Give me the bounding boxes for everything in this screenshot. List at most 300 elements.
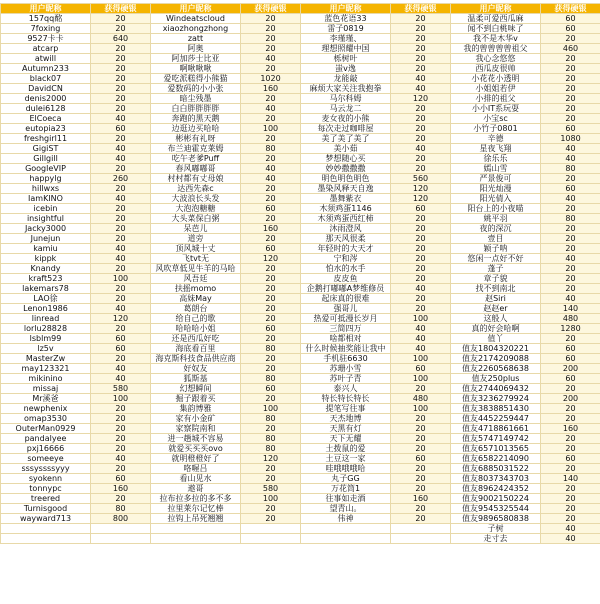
coin-value-cell: 20 xyxy=(241,94,301,104)
coin-value-cell xyxy=(391,534,451,544)
coin-value-cell: 120 xyxy=(391,194,451,204)
coin-value-cell: 20 xyxy=(241,504,301,514)
table-row xyxy=(1,444,600,454)
user-name-cell: Jacky3000 xyxy=(1,224,91,234)
user-name-cell: 栎树叶 xyxy=(301,54,391,64)
user-name-cell: 值友6582214090 xyxy=(451,454,541,464)
coin-value-cell: 20 xyxy=(91,324,151,334)
coin-value-cell: 20 xyxy=(241,134,301,144)
user-name-cell: 阳光灿漫 xyxy=(451,184,541,194)
coin-value-cell: 20 xyxy=(541,204,600,214)
user-name-cell: 沐雨澄风 xyxy=(301,224,391,234)
coin-value-cell: 20 xyxy=(391,244,451,254)
user-name-cell: 爱吃派糕得小熊猫 xyxy=(151,74,241,84)
user-name-cell: 值友3236279924 xyxy=(451,394,541,404)
coin-value-cell: 100 xyxy=(91,394,151,404)
user-name-cell: kippk xyxy=(1,254,91,264)
coin-value-cell: 20 xyxy=(91,204,151,214)
user-name-cell: kraft523 xyxy=(1,274,91,284)
user-name-cell: 家有小金矿 xyxy=(151,414,241,424)
user-name-cell: 章子貌 xyxy=(451,274,541,284)
user-name-cell: 这般人 xyxy=(451,314,541,324)
coin-value-cell: 480 xyxy=(541,314,600,324)
coin-value-cell: 20 xyxy=(91,294,151,304)
coin-value-cell: 20 xyxy=(241,294,301,304)
coin-value-cell: 40 xyxy=(391,324,451,334)
coin-value-cell: 20 xyxy=(391,234,451,244)
table-row xyxy=(1,194,600,204)
coin-value-cell: 20 xyxy=(391,214,451,224)
coin-value-cell: 20 xyxy=(391,414,451,424)
coin-value-cell: 20 xyxy=(541,384,600,394)
user-name-cell: 大波浪长头发 xyxy=(151,194,241,204)
user-name-cell: 就明橙橙好了 xyxy=(151,454,241,464)
user-name-cell: 马云龙二 xyxy=(301,104,391,114)
header-value-1: 获得硬银 xyxy=(91,4,151,14)
table-row xyxy=(1,394,600,404)
user-name-cell: 宁和涔 xyxy=(301,254,391,264)
coin-value-cell: 20 xyxy=(541,444,600,454)
table-row xyxy=(1,474,600,484)
coin-value-cell: 40 xyxy=(91,454,151,464)
user-name-cell: 值友2744069432 xyxy=(451,384,541,394)
user-name-cell: 那天风很柔 xyxy=(301,234,391,244)
coin-value-cell: 40 xyxy=(391,284,451,294)
coin-value-cell: 20 xyxy=(541,494,600,504)
user-name-cell: 春风嘟嘟哥 xyxy=(151,164,241,174)
coin-value-cell: 40 xyxy=(91,254,151,264)
coin-value-cell: 20 xyxy=(91,224,151,234)
user-name-cell: 望青山。 xyxy=(301,504,391,514)
user-name-cell: 伟神 xyxy=(301,514,391,524)
user-name-cell: 嫣山雪 xyxy=(451,164,541,174)
user-name-cell: Turnisgood xyxy=(1,504,91,514)
table-row xyxy=(1,494,600,504)
coin-value-cell: 80 xyxy=(541,164,600,174)
user-name-cell: 墨舞紫衣 xyxy=(301,194,391,204)
table-row xyxy=(1,54,600,64)
user-name-cell xyxy=(151,534,241,544)
table-row xyxy=(1,204,600,214)
user-name-cell: 姚平羽 xyxy=(451,214,541,224)
user-name-cell: 万花筒1 xyxy=(301,484,391,494)
user-name-cell: 哈哈哈小姐 xyxy=(151,324,241,334)
user-name-cell: 葛朗台 xyxy=(151,304,241,314)
coin-value-cell: 160 xyxy=(241,224,301,234)
coin-value-cell: 20 xyxy=(241,264,301,274)
user-name-cell: 苏珊小雪 xyxy=(301,364,391,374)
coin-value-cell: 60 xyxy=(541,24,600,34)
coin-value-cell: 60 xyxy=(391,204,451,214)
user-name-cell: 我心念悠悠 xyxy=(451,54,541,64)
user-name-cell: GigiST xyxy=(1,144,91,154)
user-name-cell: 子树 xyxy=(451,524,541,534)
user-name-cell: 彬彬有礼呀 xyxy=(151,134,241,144)
coin-value-cell: 20 xyxy=(241,214,301,224)
user-name-cell: 徐乐乐 xyxy=(451,154,541,164)
user-name-cell: IamKINO xyxy=(1,194,91,204)
coin-value-cell: 40 xyxy=(241,104,301,114)
coin-value-cell: 20 xyxy=(541,244,600,254)
user-name-cell: 怕水的水手 xyxy=(301,264,391,274)
coin-value-cell: 20 xyxy=(391,254,451,264)
table-row xyxy=(1,434,600,444)
user-name-cell: may123321 xyxy=(1,364,91,374)
coin-value-cell: 60 xyxy=(91,344,151,354)
coin-value-cell: 80 xyxy=(241,344,301,354)
user-name-cell: 拉里莱尔记忆棒 xyxy=(151,504,241,514)
table-row xyxy=(1,334,600,344)
user-name-cell: 布兰迪霍克莱姆 xyxy=(151,144,241,154)
user-name-cell: 飞tvt无 xyxy=(151,254,241,264)
user-name-cell: OuterMan0929 xyxy=(1,424,91,434)
user-name-cell: 值友5747149742 xyxy=(451,434,541,444)
table-row xyxy=(1,254,600,264)
coin-value-cell: 20 xyxy=(541,74,600,84)
user-name-cell: 奔跑的黑天鹅 xyxy=(151,114,241,124)
user-name-cell: lakemars78 xyxy=(1,284,91,294)
coin-value-cell: 20 xyxy=(391,124,451,134)
user-name-cell: Lenon1986 xyxy=(1,304,91,314)
table-row xyxy=(1,154,600,164)
table-row xyxy=(1,524,600,534)
user-name-cell: Junejun xyxy=(1,234,91,244)
coin-value-cell: 120 xyxy=(91,314,151,324)
coin-value-cell: 80 xyxy=(241,434,301,444)
table-row xyxy=(1,214,600,224)
coin-value-cell: 20 xyxy=(91,434,151,444)
coin-value-cell: 20 xyxy=(91,14,151,24)
table-row xyxy=(1,464,600,474)
user-name-cell: 157qq酩 xyxy=(1,14,91,24)
coin-value-cell: 20 xyxy=(91,414,151,424)
user-name-cell: 年轻时的大天才 xyxy=(301,244,391,254)
coin-value-cell: 60 xyxy=(541,124,600,134)
user-name-cell: 我不是木华v xyxy=(451,34,541,44)
coin-value-cell: 120 xyxy=(241,254,301,264)
coin-value-cell: 20 xyxy=(241,334,301,344)
user-name-cell xyxy=(301,524,391,534)
user-name-cell: 小宝sc xyxy=(451,114,541,124)
user-name-cell: 爱数码的小小张 xyxy=(151,84,241,94)
coin-value-cell: 40 xyxy=(91,374,151,384)
coin-value-cell: 40 xyxy=(91,304,151,314)
user-name-cell: 提笔写往事 xyxy=(301,404,391,414)
user-name-cell: zatt xyxy=(151,34,241,44)
user-name-cell: 找不到南北 xyxy=(451,284,541,294)
coin-value-cell: 100 xyxy=(241,404,301,414)
coin-value-cell: 20 xyxy=(391,224,451,234)
coin-value-cell: 20 xyxy=(241,514,301,524)
user-name-cell: 海克斯科技食品供应商 xyxy=(151,354,241,364)
user-name-cell: 小花花小透明 xyxy=(451,74,541,84)
user-name-cell: 小小IT系玩耍 xyxy=(451,104,541,114)
table-row xyxy=(1,384,600,394)
user-name-cell: 悠闲一点好不好 xyxy=(451,254,541,264)
user-name-cell: 值友4718861661 xyxy=(451,424,541,434)
table-row xyxy=(1,134,600,144)
coin-value-cell: 20 xyxy=(241,394,301,404)
coin-value-cell: 20 xyxy=(91,74,151,84)
coin-value-cell: 800 xyxy=(91,514,151,524)
coin-value-cell: 20 xyxy=(391,104,451,114)
coin-value-cell: 480 xyxy=(391,394,451,404)
coin-value-cell: 20 xyxy=(391,484,451,494)
table-row xyxy=(1,44,600,54)
user-name-cell: 天下无耀 xyxy=(301,434,391,444)
coin-value-cell: 40 xyxy=(391,144,451,154)
user-name-cell: 梦想随心买 xyxy=(301,154,391,164)
coin-value-cell: 40 xyxy=(391,74,451,84)
user-name-cell: Mr溪爸 xyxy=(1,394,91,404)
user-name-cell: missaj xyxy=(1,384,91,394)
coin-value-cell: 20 xyxy=(541,114,600,124)
user-name-cell: 值友9545325544 xyxy=(451,504,541,514)
coin-value-cell: 200 xyxy=(541,364,600,374)
coin-value-cell: 120 xyxy=(241,454,301,464)
coin-value-cell: 20 xyxy=(241,14,301,24)
user-name-cell: black07 xyxy=(1,74,91,84)
user-name-cell: 暗尘残墨 xyxy=(151,94,241,104)
user-name-cell: 看山见水 xyxy=(151,474,241,484)
user-name-cell: 土豆这一家 xyxy=(301,454,391,464)
user-name-cell: 丸子GG xyxy=(301,474,391,484)
coin-value-cell: 20 xyxy=(241,234,301,244)
coin-value-cell: 60 xyxy=(241,244,301,254)
coin-value-cell: 20 xyxy=(91,54,151,64)
user-name-cell: pxj16666 xyxy=(1,444,91,454)
table-row xyxy=(1,404,600,414)
user-name-cell: 赵赵er xyxy=(451,304,541,314)
coin-value-cell: 20 xyxy=(391,514,451,524)
coin-value-cell: 160 xyxy=(91,484,151,494)
coin-value-cell: 1020 xyxy=(241,74,301,84)
table-row xyxy=(1,374,600,384)
coin-value-cell xyxy=(241,524,301,534)
user-name-cell: 进一趟城不容易 xyxy=(151,434,241,444)
coin-value-cell: 20 xyxy=(391,264,451,274)
table-row xyxy=(1,514,600,524)
user-name-cell: 好奴友 xyxy=(151,364,241,374)
coin-value-cell: 100 xyxy=(241,494,301,504)
user-name-cell: 木须鸡蛋西红柿 xyxy=(301,214,391,224)
coin-value-cell: 40 xyxy=(91,194,151,204)
user-name-cell: 蓝色花语33 xyxy=(301,14,391,24)
table-row xyxy=(1,24,600,34)
user-name-cell: 值友8962424352 xyxy=(451,484,541,494)
coin-value-cell: 640 xyxy=(91,34,151,44)
coin-value-cell: 20 xyxy=(391,304,451,314)
user-name-cell: pandalyee xyxy=(1,434,91,444)
coin-value-cell: 80 xyxy=(541,214,600,224)
table-row xyxy=(1,304,600,314)
table-row xyxy=(1,534,600,544)
user-name-cell: 起床真的很难 xyxy=(301,294,391,304)
user-name-cell: 苏叶子青 xyxy=(301,374,391,384)
table-row xyxy=(1,114,600,124)
coin-value-cell: 160 xyxy=(241,84,301,94)
coin-value-cell: 100 xyxy=(91,274,151,284)
coin-value-cell: 20 xyxy=(541,84,600,94)
coin-value-cell: 60 xyxy=(91,474,151,484)
coin-value-cell: 40 xyxy=(91,364,151,374)
user-name-cell: Gillgill xyxy=(1,154,91,164)
coin-value-cell: 580 xyxy=(241,484,301,494)
user-name-cell: 咯喔吕 xyxy=(151,464,241,474)
user-name-cell: 我的曾曾曾曾祖父 xyxy=(451,44,541,54)
user-name-cell: 哇哦哦哦哈 xyxy=(301,464,391,474)
user-name-cell: 家察院南和 xyxy=(151,424,241,434)
user-name-cell: 麦女夜的小熊 xyxy=(301,114,391,124)
user-name-cell: 天黑有灯 xyxy=(301,424,391,434)
table-row xyxy=(1,184,600,194)
coin-value-cell: 40 xyxy=(541,154,600,164)
user-name-cell: 赵Siri xyxy=(451,294,541,304)
coin-value-cell: 20 xyxy=(91,214,151,224)
coin-value-cell: 60 xyxy=(541,354,600,364)
coin-value-cell: 60 xyxy=(391,454,451,464)
user-name-cell: wayward713 xyxy=(1,514,91,524)
user-name-cell: 村村都有丈母娘 xyxy=(151,174,241,184)
user-name-cell: lorlu28828 xyxy=(1,324,91,334)
coin-value-cell: 20 xyxy=(241,284,301,294)
user-name-cell: 龙能敲 xyxy=(301,74,391,84)
coin-value-cell: 40 xyxy=(541,254,600,264)
user-name-cell: 啊啾啾啾 xyxy=(151,64,241,74)
header-value-2: 获得硬银 xyxy=(241,4,301,14)
coin-value-cell: 20 xyxy=(91,464,151,474)
user-name-cell: 值友6571013565 xyxy=(451,444,541,454)
user-name-cell: 扶摇momo xyxy=(151,284,241,294)
user-name-cell: 拉钩上吊死翘翘 xyxy=(151,514,241,524)
user-name-cell: 值丫 xyxy=(451,334,541,344)
coin-value-cell: 460 xyxy=(541,44,600,54)
coin-value-cell: 20 xyxy=(541,414,600,424)
coin-value-cell: 20 xyxy=(91,444,151,454)
user-name-cell: 阳台上的小夜喵 xyxy=(451,204,541,214)
user-name-cell: 阳光倩入 xyxy=(451,194,541,204)
coin-value-cell: 20 xyxy=(391,24,451,34)
user-name-cell: 泰兴人 xyxy=(301,384,391,394)
coin-value-cell: 20 xyxy=(91,184,151,194)
coin-value-cell: 20 xyxy=(391,444,451,454)
coin-value-cell: 120 xyxy=(391,94,451,104)
user-name-cell: 边逛边买哈哈 xyxy=(151,124,241,134)
user-name-cell: insightful xyxy=(1,214,91,224)
coin-value-cell: 20 xyxy=(391,64,451,74)
user-name-cell: 海底看百里 xyxy=(151,344,241,354)
coin-value-cell: 160 xyxy=(391,494,451,504)
coin-value-cell: 40 xyxy=(541,534,600,544)
coin-value-cell: 80 xyxy=(241,444,301,454)
coin-value-cell: 20 xyxy=(91,404,151,414)
user-name-cell: 白白胖胖胖胖 xyxy=(151,104,241,114)
coin-value-cell: 20 xyxy=(541,434,600,444)
user-name-cell xyxy=(1,534,91,544)
coin-value-cell: 20 xyxy=(541,174,600,184)
user-name-cell: 值友3838851430 xyxy=(451,404,541,414)
user-name-cell: 呆芭儿 xyxy=(151,224,241,234)
coin-value-cell: 40 xyxy=(541,194,600,204)
coin-value-cell: 20 xyxy=(541,34,600,44)
user-name-cell: 雷子0819 xyxy=(301,24,391,34)
table-row xyxy=(1,224,600,234)
coin-value-cell: 20 xyxy=(241,194,301,204)
user-name-cell: 小姐姐若伊 xyxy=(451,84,541,94)
coin-value-cell: 40 xyxy=(391,334,451,344)
user-name-cell: sssyssssyyy xyxy=(1,464,91,474)
user-name-cell: 值友9896580838 xyxy=(451,514,541,524)
table-body xyxy=(1,14,600,544)
coin-value-cell: 20 xyxy=(91,234,151,244)
coin-value-cell: 20 xyxy=(91,264,151,274)
table-row xyxy=(1,364,600,374)
user-name-cell: 值友250plus xyxy=(451,374,541,384)
coin-value-cell: 20 xyxy=(91,494,151,504)
coin-value-cell: 60 xyxy=(91,334,151,344)
user-name-cell: 给自己的歌 xyxy=(151,314,241,324)
user-name-cell: 掘子跟着买 xyxy=(151,394,241,404)
coin-value-cell: 20 xyxy=(541,504,600,514)
coin-value-cell: 140 xyxy=(541,304,600,314)
coin-value-cell: 20 xyxy=(391,154,451,164)
user-name-cell: 西瓜皮很帅 xyxy=(451,64,541,74)
coin-value-cell: 20 xyxy=(541,104,600,114)
header-value-3: 获得硬银 xyxy=(391,4,451,14)
coin-value-cell: 20 xyxy=(91,94,151,104)
user-name-cell: 马尔科姆 xyxy=(301,94,391,104)
coin-value-cell: 100 xyxy=(391,354,451,364)
user-name-cell: kamiu xyxy=(1,244,91,254)
user-name-cell: 风吾廷 xyxy=(151,274,241,284)
table-row xyxy=(1,344,600,354)
coin-value-cell: 20 xyxy=(241,314,301,324)
user-name-cell: treered xyxy=(1,494,91,504)
user-name-cell: denis2000 xyxy=(1,94,91,104)
user-name-cell: 7foxing xyxy=(1,24,91,34)
user-name-cell: 强哥儿 xyxy=(301,304,391,314)
coin-value-cell: 100 xyxy=(391,404,451,414)
user-name-cell: 小竹子0801 xyxy=(451,124,541,134)
coin-value-cell: 20 xyxy=(541,284,600,294)
coin-value-cell: 80 xyxy=(241,374,301,384)
coin-value-cell: 40 xyxy=(91,144,151,154)
coin-value-cell: 60 xyxy=(541,184,600,194)
coin-value-cell: 20 xyxy=(391,434,451,444)
user-name-cell xyxy=(1,524,91,534)
user-name-cell: linread xyxy=(1,314,91,324)
user-name-cell: 拉布拉多拉的多不多 xyxy=(151,494,241,504)
coin-value-cell: 1080 xyxy=(541,134,600,144)
user-name-cell: freshgirl11 xyxy=(1,134,91,144)
coin-value-cell: 80 xyxy=(91,504,151,514)
user-name-cell: 明色明色明色 xyxy=(301,174,391,184)
table-row xyxy=(1,64,600,74)
user-name-cell: MasterZw xyxy=(1,354,91,364)
table-row xyxy=(1,14,600,24)
coin-value-cell xyxy=(241,534,301,544)
user-name-cell: 阿奥 xyxy=(151,44,241,54)
coin-value-cell: 20 xyxy=(541,234,600,244)
header-name-3: 用户昵称 xyxy=(301,4,391,14)
coin-value-cell: 20 xyxy=(391,54,451,64)
user-name-cell: 值友4452259447 xyxy=(451,414,541,424)
user-name-cell: 每次走过咖啡屋 xyxy=(301,124,391,134)
coin-value-cell: 60 xyxy=(241,324,301,334)
coin-value-cell: 40 xyxy=(91,154,151,164)
coin-value-cell: 100 xyxy=(391,314,451,324)
coin-value-cell: 80 xyxy=(241,144,301,154)
